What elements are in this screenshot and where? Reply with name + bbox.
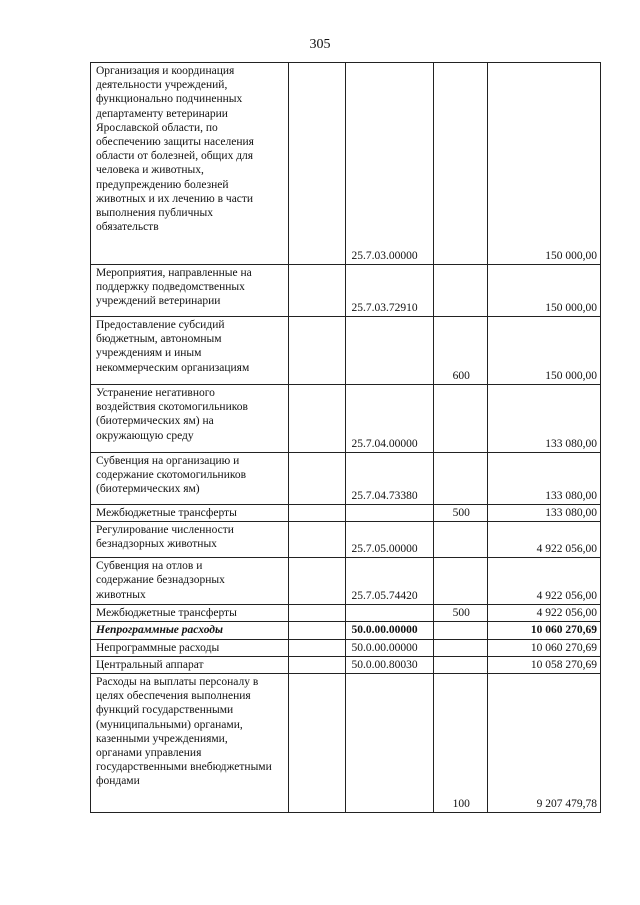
table-row: [91, 453, 601, 505]
table-row: [91, 317, 601, 385]
row-name: Устранение негативного воздействия скотомогильников (биотермических ям) на окружающую среду: [91, 385, 289, 453]
row-code: 50.0.00.80030: [346, 656, 433, 673]
row-sum: 4 922 056,00: [487, 605, 600, 622]
budget-table: [90, 62, 601, 813]
row-type: 500: [433, 605, 487, 622]
table-row: [91, 63, 601, 265]
table-row: [91, 522, 601, 558]
row-name: Субвенция на организацию и содержание скотомогильников (биотермических ям): [91, 453, 289, 505]
row-name: Непрограммные расходы: [91, 639, 289, 656]
row-code: 25.7.04.73380: [346, 453, 433, 505]
row-empty: [289, 63, 346, 265]
row-empty: [289, 622, 346, 639]
row-type: 100: [433, 674, 487, 813]
row-type: [433, 63, 487, 265]
row-empty: [289, 265, 346, 317]
table-row: [91, 639, 601, 656]
row-sum: 10 058 270,69: [487, 656, 600, 673]
row-sum: 4 922 056,00: [487, 522, 600, 558]
budget-table-body: [91, 63, 601, 813]
row-sum: 150 000,00: [487, 63, 600, 265]
row-sum: 133 080,00: [487, 453, 600, 505]
page-number: 305: [309, 37, 331, 52]
row-code: 25.7.04.00000: [346, 385, 433, 453]
table-row: [91, 505, 601, 522]
row-sum: 9 207 479,78: [487, 674, 600, 813]
row-code: 25.7.05.00000: [346, 522, 433, 558]
row-code: 50.0.00.00000: [346, 622, 433, 639]
table-row: [91, 558, 601, 605]
table-row: [91, 385, 601, 453]
row-type: [433, 622, 487, 639]
row-empty: [289, 656, 346, 673]
row-type: [433, 656, 487, 673]
row-type: [433, 558, 487, 605]
row-name: Межбюджетные трансферты: [91, 505, 289, 522]
row-name: Регулирование численности безнадзорных животных: [91, 522, 289, 558]
row-code: 25.7.05.74420: [346, 558, 433, 605]
table-row: [91, 674, 601, 813]
row-sum: 133 080,00: [487, 505, 600, 522]
row-empty: [289, 605, 346, 622]
row-code: [346, 505, 433, 522]
row-empty: [289, 522, 346, 558]
row-name: Организация и координация деятельности учреждений, функционально подчиненных департаменту ветеринарии Ярославской области, по обеспечению защиты населения области от болезней, общих для человека и животных, предупреждению болезней животных и их лечению в части выполнения публичных обязательств: [91, 63, 289, 265]
row-code: 25.7.03.00000: [346, 63, 433, 265]
row-empty: [289, 505, 346, 522]
row-empty: [289, 385, 346, 453]
row-sum: 4 922 056,00: [487, 558, 600, 605]
row-name: Центральный аппарат: [91, 656, 289, 673]
row-type: [433, 265, 487, 317]
row-type: 500: [433, 505, 487, 522]
table-row: [91, 265, 601, 317]
row-empty: [289, 558, 346, 605]
row-code: 25.7.03.72910: [346, 265, 433, 317]
row-type: [433, 453, 487, 505]
row-type: 600: [433, 317, 487, 385]
row-sum: 150 000,00: [487, 265, 600, 317]
row-code: [346, 674, 433, 813]
row-sum: 10 060 270,69: [487, 622, 600, 639]
row-sum: 133 080,00: [487, 385, 600, 453]
row-name: Предоставление субсидий бюджетным, автономным учреждениям и иным некоммерческим организациям: [91, 317, 289, 385]
row-sum: 150 000,00: [487, 317, 600, 385]
row-name: Непрограммные расходы: [91, 622, 289, 639]
row-empty: [289, 674, 346, 813]
table-row: [91, 622, 601, 639]
row-type: [433, 639, 487, 656]
row-name: Мероприятия, направленные на поддержку подведомственных учреждений ветеринарии: [91, 265, 289, 317]
row-name: Субвенция на отлов и содержание безнадзорных животных: [91, 558, 289, 605]
row-type: [433, 385, 487, 453]
table-row: [91, 605, 601, 622]
row-empty: [289, 317, 346, 385]
row-type: [433, 522, 487, 558]
row-code: [346, 605, 433, 622]
row-sum: 10 060 270,69: [487, 639, 600, 656]
row-code: 50.0.00.00000: [346, 639, 433, 656]
row-name: Расходы на выплаты персоналу в целях обеспечения выполнения функций государственными (муниципальными) органами, казенными учреждениями, органами управления государственными внебюджетными фондами: [91, 674, 289, 813]
row-empty: [289, 639, 346, 656]
row-name: Межбюджетные трансферты: [91, 605, 289, 622]
row-code: [346, 317, 433, 385]
row-empty: [289, 453, 346, 505]
table-row: [91, 656, 601, 673]
